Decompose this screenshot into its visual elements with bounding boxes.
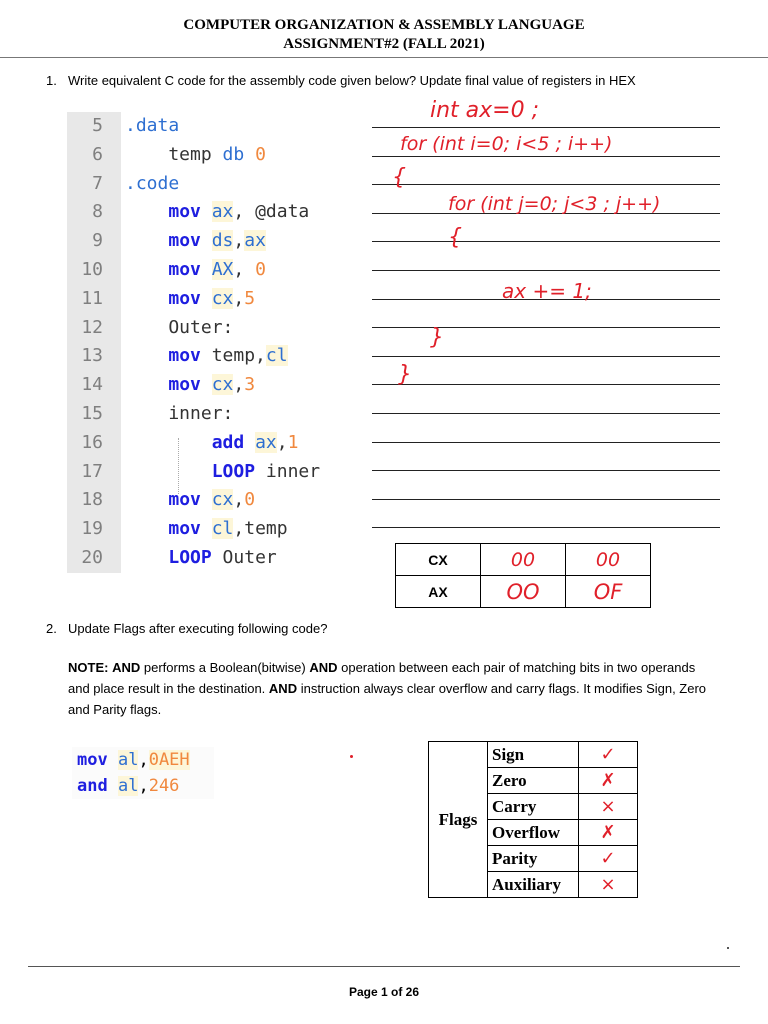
code-token bbox=[125, 461, 212, 482]
hw-line-4: for (int j=0; j<3 ; j++) bbox=[448, 193, 661, 215]
code-line bbox=[125, 374, 255, 395]
code-token: 1 bbox=[287, 431, 299, 453]
code-token: , bbox=[233, 374, 245, 396]
page-number: 1 bbox=[380, 985, 388, 999]
register-name: CX bbox=[396, 544, 481, 576]
code-line bbox=[125, 201, 309, 222]
hw-line-1: int ax=0 ; bbox=[430, 98, 540, 123]
code-register: al bbox=[117, 750, 139, 770]
note-text-1: performs a Boolean(bitwise) bbox=[140, 660, 310, 675]
note-and-3: AND bbox=[268, 681, 298, 696]
line-number: 14 bbox=[81, 374, 103, 396]
code-line bbox=[125, 317, 233, 338]
answer-line bbox=[372, 156, 720, 157]
code-token bbox=[201, 259, 212, 280]
code-token bbox=[201, 489, 212, 510]
line-number: 5 bbox=[92, 115, 103, 136]
code-token: mov bbox=[168, 230, 201, 252]
code-token bbox=[201, 288, 212, 309]
code-token: db bbox=[222, 143, 245, 165]
code-token bbox=[125, 518, 168, 539]
red-dot bbox=[350, 755, 353, 758]
flag-mark: × bbox=[579, 794, 638, 820]
code-token bbox=[201, 201, 212, 222]
code-token: ax bbox=[211, 201, 234, 223]
code-token: , @data bbox=[233, 201, 310, 223]
code-token: cx bbox=[211, 489, 234, 511]
registers-table bbox=[395, 543, 651, 608]
code-token bbox=[125, 288, 168, 309]
footer-of: of bbox=[387, 985, 406, 999]
line-number: 6 bbox=[92, 143, 103, 165]
answer-line bbox=[372, 413, 720, 414]
code-token: LOOP bbox=[211, 460, 256, 482]
code-token: 0 bbox=[255, 143, 266, 165]
line-number: 8 bbox=[92, 201, 103, 223]
page-footer bbox=[0, 985, 768, 999]
code-token bbox=[125, 259, 168, 280]
code-line bbox=[125, 461, 320, 482]
code-token: 3 bbox=[244, 374, 256, 396]
indent-guide bbox=[178, 438, 179, 494]
code-line bbox=[125, 173, 179, 194]
hw-line-8: } bbox=[398, 362, 412, 387]
note-text-3: instruction always clear overflow and carry flags. It modifies Sign, Zero and Parity flags. bbox=[68, 681, 707, 717]
code-token: ax bbox=[255, 431, 277, 453]
code-token: 5 bbox=[244, 287, 256, 309]
register-name: AX bbox=[396, 576, 481, 608]
answer-line bbox=[372, 356, 720, 357]
code-keyword: and bbox=[77, 776, 108, 796]
code-token: cx bbox=[211, 374, 234, 396]
register-value: OF bbox=[593, 579, 623, 604]
code-line bbox=[125, 432, 298, 453]
line-number: 12 bbox=[81, 316, 103, 338]
q2-text: Update Flags after executing following code? bbox=[68, 621, 328, 636]
flags-table bbox=[428, 741, 638, 898]
line-number: 16 bbox=[81, 431, 103, 453]
q1-number: 1. bbox=[46, 73, 57, 88]
code-line bbox=[125, 345, 288, 366]
answer-line bbox=[372, 184, 720, 185]
note-text-2: operation between each pair of matching bits in two operands and place result in the destination. bbox=[68, 660, 696, 696]
hw-line-3: { bbox=[392, 165, 406, 190]
register-value: 00 bbox=[595, 548, 621, 571]
line-number: 9 bbox=[92, 230, 103, 252]
code-token bbox=[125, 230, 168, 251]
code-token: LOOP bbox=[168, 547, 212, 568]
code-token: cl bbox=[211, 518, 234, 540]
doc-title: COMPUTER ORGANIZATION & ASSEMBLY LANGUAGE bbox=[183, 17, 585, 33]
code-value: 0AEH bbox=[148, 750, 190, 770]
code-token: 0 bbox=[244, 489, 256, 511]
line-number: 19 bbox=[81, 518, 103, 540]
code-token bbox=[201, 230, 212, 251]
code-token: inner bbox=[255, 460, 321, 482]
code-token bbox=[125, 201, 168, 222]
flag-name: Zero bbox=[488, 768, 579, 794]
code-token: ds bbox=[211, 230, 234, 252]
flag-name: Parity bbox=[488, 846, 579, 872]
code-token: , bbox=[233, 230, 245, 252]
line-number: 20 bbox=[81, 547, 103, 568]
code-line bbox=[125, 115, 179, 136]
line-number: 10 bbox=[81, 259, 103, 280]
flag-name: Overflow bbox=[488, 820, 579, 846]
code-token: mov bbox=[168, 345, 201, 367]
code-token: , bbox=[276, 431, 288, 453]
code-line bbox=[125, 259, 266, 280]
code-token: mov bbox=[168, 287, 201, 309]
note-and-1: AND bbox=[112, 660, 141, 675]
code-token: mov bbox=[168, 374, 201, 396]
code-line bbox=[125, 144, 266, 165]
code-token: 0 bbox=[255, 259, 266, 280]
code-value: 246 bbox=[148, 776, 180, 796]
code-token: Outer: bbox=[125, 316, 234, 338]
answer-line bbox=[372, 270, 720, 271]
answer-line bbox=[372, 384, 720, 385]
line-number: 17 bbox=[81, 460, 103, 482]
code-token: mov bbox=[168, 489, 201, 511]
flag-mark: × bbox=[579, 872, 638, 898]
note-paragraph bbox=[68, 657, 708, 720]
line-number: 11 bbox=[81, 287, 103, 309]
code-token: mov bbox=[168, 259, 201, 280]
answer-line bbox=[372, 127, 720, 128]
register-value: OO bbox=[506, 579, 540, 604]
flag-mark: ✓ bbox=[579, 846, 638, 872]
flag-mark: ✓ bbox=[579, 742, 638, 768]
line-number: 18 bbox=[81, 489, 103, 511]
page-total: 26 bbox=[405, 985, 420, 999]
code-token: temp, bbox=[200, 345, 266, 367]
code-token: temp bbox=[125, 143, 223, 165]
line-number: 13 bbox=[81, 345, 103, 367]
q2-number: 2. bbox=[46, 621, 57, 636]
code-line bbox=[125, 288, 255, 309]
code-token: inner: bbox=[125, 403, 234, 424]
flags-header: Flags bbox=[429, 742, 488, 898]
code-line bbox=[125, 547, 277, 568]
code-token bbox=[125, 489, 168, 510]
code-token: mov bbox=[168, 518, 201, 540]
code-token: .data bbox=[125, 115, 180, 136]
code-token bbox=[244, 432, 255, 453]
code-token: AX bbox=[211, 259, 234, 280]
code-snippet-line-1: mov al,0AEH bbox=[77, 750, 190, 770]
answer-line bbox=[372, 442, 720, 443]
flag-name: Sign bbox=[488, 742, 579, 768]
code-keyword: mov bbox=[77, 750, 108, 770]
code-token: , bbox=[233, 259, 256, 280]
line-number: 7 bbox=[92, 172, 103, 194]
code-token: cl bbox=[265, 345, 288, 367]
q1-text: Write equivalent C code for the assembly code given below? Update final value of registers in HEX bbox=[68, 73, 636, 88]
register-row-cx bbox=[396, 544, 651, 576]
answer-line bbox=[372, 327, 720, 328]
doc-subtitle: ASSIGNMENT#2 (FALL 2021) bbox=[283, 36, 485, 52]
hw-line-6: ax += 1; bbox=[502, 279, 592, 303]
code-line bbox=[125, 518, 288, 539]
hw-line-2: for (int i=0; i<5 ; i++) bbox=[400, 133, 613, 155]
register-row-ax bbox=[396, 576, 651, 608]
code-token bbox=[201, 518, 212, 539]
code-line bbox=[125, 403, 233, 424]
answer-line bbox=[372, 470, 720, 471]
hw-line-5: { bbox=[448, 225, 462, 250]
code-token: ,temp bbox=[233, 518, 288, 540]
code-line bbox=[125, 230, 266, 251]
code-token bbox=[125, 374, 168, 395]
flag-mark: ✗ bbox=[579, 768, 638, 794]
code-token bbox=[125, 432, 212, 453]
answer-line bbox=[372, 527, 720, 528]
code-token: add bbox=[211, 431, 245, 453]
header-divider bbox=[0, 57, 768, 58]
code-register: al bbox=[117, 776, 139, 796]
code-token: , bbox=[233, 489, 245, 511]
answer-line bbox=[372, 499, 720, 500]
register-value: 00 bbox=[510, 548, 536, 571]
hw-line-7: } bbox=[430, 325, 444, 350]
line-number: 15 bbox=[81, 403, 103, 424]
code-token bbox=[201, 374, 212, 395]
code-token bbox=[125, 547, 168, 568]
flag-name: Carry bbox=[488, 794, 579, 820]
code-token bbox=[244, 144, 255, 165]
code-token: Outer bbox=[211, 547, 277, 568]
note-label: NOTE: bbox=[68, 660, 109, 675]
code-token: cx bbox=[211, 287, 234, 309]
flag-mark: ✗ bbox=[579, 820, 638, 846]
code-token: ax bbox=[244, 230, 266, 252]
flag-name: Auxiliary bbox=[488, 872, 579, 898]
answer-line bbox=[372, 241, 720, 242]
code-line bbox=[125, 489, 255, 510]
footer-prefix: Page bbox=[348, 985, 381, 999]
code-token: .code bbox=[125, 172, 180, 194]
code-snippet-line-2: and al,246 bbox=[77, 776, 180, 796]
footer-divider bbox=[28, 966, 740, 967]
speck bbox=[727, 947, 729, 949]
code-token: , bbox=[233, 287, 245, 309]
code-token: mov bbox=[168, 201, 201, 223]
note-and-2: AND bbox=[309, 660, 338, 675]
code-token bbox=[125, 345, 168, 366]
